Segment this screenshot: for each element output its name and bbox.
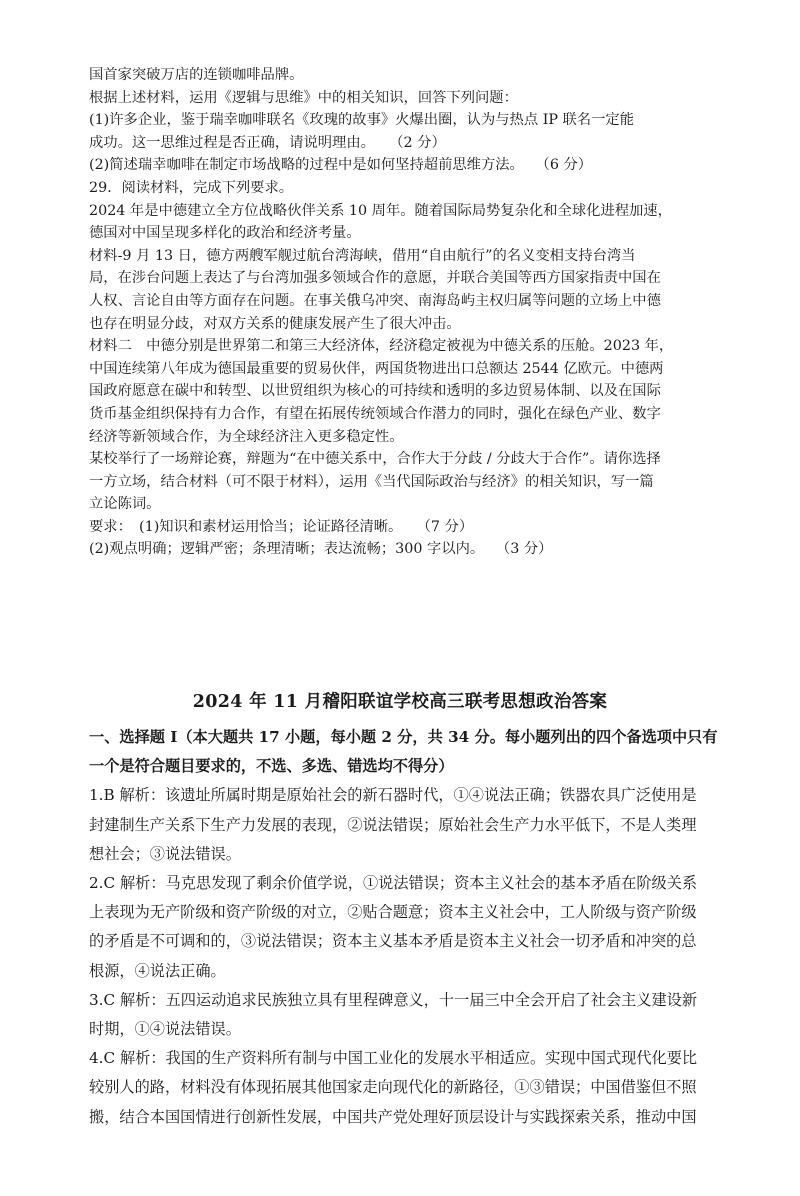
section-heading-line: 一个是符合题目要求的，不选、多选、错选均不得分） bbox=[89, 757, 454, 776]
text-line: 材料二 中德分别是世界第二和第三大经济体，经济稳定被视为中德关系的压舱。2023 年， bbox=[89, 338, 674, 355]
text-line: 29．阅读材料，完成下列要求。 bbox=[89, 179, 294, 196]
answer-line: 3.C 解析：五四运动追求民族独立具有里程碑意义，十一届三中全会开启了社会主义建设新 bbox=[89, 990, 698, 1009]
answer-line: 1.B 解析：该遗址所属时期是原始社会的新石器时代，①④说法正确；铁器农具广泛使用是 bbox=[89, 786, 697, 805]
text-line: 人权、言论自由等方面存在问题。在事关俄乌冲突、南海岛屿主权归属等问题的立场上中德 bbox=[89, 292, 661, 309]
text-line: 德国对中国呈现多样化的政治和经济考量。 bbox=[89, 225, 361, 242]
text-line: 国政府愿意在碳中和转型、以世贸组织为核心的可持续和透明的多边贸易体制、以及在国际 bbox=[89, 383, 661, 400]
answer-line: 的矛盾是不可调和的，③说法错误；资本主义基本矛盾是资本主义社会一切矛盾和冲突的总 bbox=[89, 932, 697, 951]
text-line: 也存在明显分歧，对双方关系的健康发展产生了很大冲击。 bbox=[89, 315, 461, 332]
answer-line: 搬，结合本国国情进行创新性发展，中国共产党处理好顶层设计与实践探索关系，推动中国 bbox=[89, 1107, 697, 1126]
text-line: (1)许多企业，鉴于瑞幸咖啡联名《玫瑰的故事》火爆出圈，认为与热点 IP 联名一定能 bbox=[89, 112, 634, 129]
text-line: 成功。这一思维过程是否正确，请说明理由。 （2 分） bbox=[89, 134, 446, 151]
text-line: 国首家突破万店的连锁咖啡品牌。 bbox=[89, 67, 304, 83]
answer-line: 2.C 解析：马克思发现了剩余价值学说，①说法错误；资本主义社会的基本矛盾在阶级关系 bbox=[89, 874, 698, 893]
text-line: 某校举行了一场辩论赛，辩题为“在中德关系中，合作大于分歧 / 分歧大于合作”。请你选择 bbox=[89, 451, 661, 468]
answer-line: 想社会；③说法错误。 bbox=[89, 844, 241, 863]
text-line: 立论陈词。 bbox=[89, 496, 161, 513]
answer-line: 根源，④说法正确。 bbox=[89, 961, 226, 980]
section-heading-line: 一、选择题 I（本大题共 17 小题，每小题 2 分，共 34 分。每小题列出的四个备选项中只有 bbox=[89, 728, 718, 746]
answer-line: 4.C 解析：我国的生产资料所有制与中国工业化的发展水平相适应。实现中国式现代化要比 bbox=[89, 1049, 698, 1068]
answer-line: 较别人的路，材料没有体现拓展其他国家走向现代化的新路径，①③错误；中国借鉴但不照 bbox=[89, 1078, 697, 1097]
question-section bbox=[89, 64, 729, 561]
text-line: 货币基金组织保持有力合作，有望在拓展传统领域合作潜力的同时，强化在绿色产业、数字 bbox=[89, 405, 661, 422]
text-line: (2)观点明确；逻辑严密；条理清晰；表达流畅；300 字以内。 （3 分） bbox=[89, 541, 553, 558]
answer-line: 时期，①④说法错误。 bbox=[89, 1020, 241, 1039]
text-line: 根据上述材料，运用《逻辑与思维》中的相关知识，回答下列问题： bbox=[89, 89, 518, 106]
text-line: 材料-9 月 13 日，德方两艘军舰过航台湾海峡，借用“自由航行”的名义变相支持台湾当 bbox=[89, 247, 636, 264]
text-line: 经济等新领域合作，为全球经济注入更多稳定性。 bbox=[89, 428, 404, 445]
text-line: 2024 年是中德建立全方位战略伙伴关系 10 周年。随着国际局势复杂化和全球化进程加速， bbox=[89, 202, 672, 219]
answer-title: 2024 年 11 月稽阳联谊学校高三联考思想政治答案 bbox=[192, 692, 608, 712]
text-line: 一方立场，结合材料（可不限于材料），运用《当代国际政治与经济》的相关知识，写一篇 bbox=[89, 473, 654, 490]
text-line: 要求： (1)知识和素材运用恰当；论证路径清晰。 （7 分） bbox=[89, 518, 474, 535]
answer-section bbox=[89, 723, 729, 1132]
text-line: 局，在涉台问题上表达了与台湾加强多领域合作的意愿，并联合美国等西方国家指责中国在 bbox=[89, 270, 661, 287]
answer-line: 上表现为无产阶级和资产阶级的对立，②贴合题意；资本主义社会中，工人阶级与资产阶级 bbox=[89, 903, 697, 922]
text-line: 中国连续第八年成为德国最重要的贸易伙伴，两国货物进出口总额达 2544 亿欧元。中德两 bbox=[89, 360, 664, 377]
answer-line: 封建制生产关系下生产力发展的表现，②说法错误；原始社会生产力水平低下，不是人类理 bbox=[89, 815, 697, 834]
text-line: (2)简述瑞幸咖啡在制定市场战略的过程中是如何坚持超前思维方法。 （6 分） bbox=[89, 157, 593, 174]
